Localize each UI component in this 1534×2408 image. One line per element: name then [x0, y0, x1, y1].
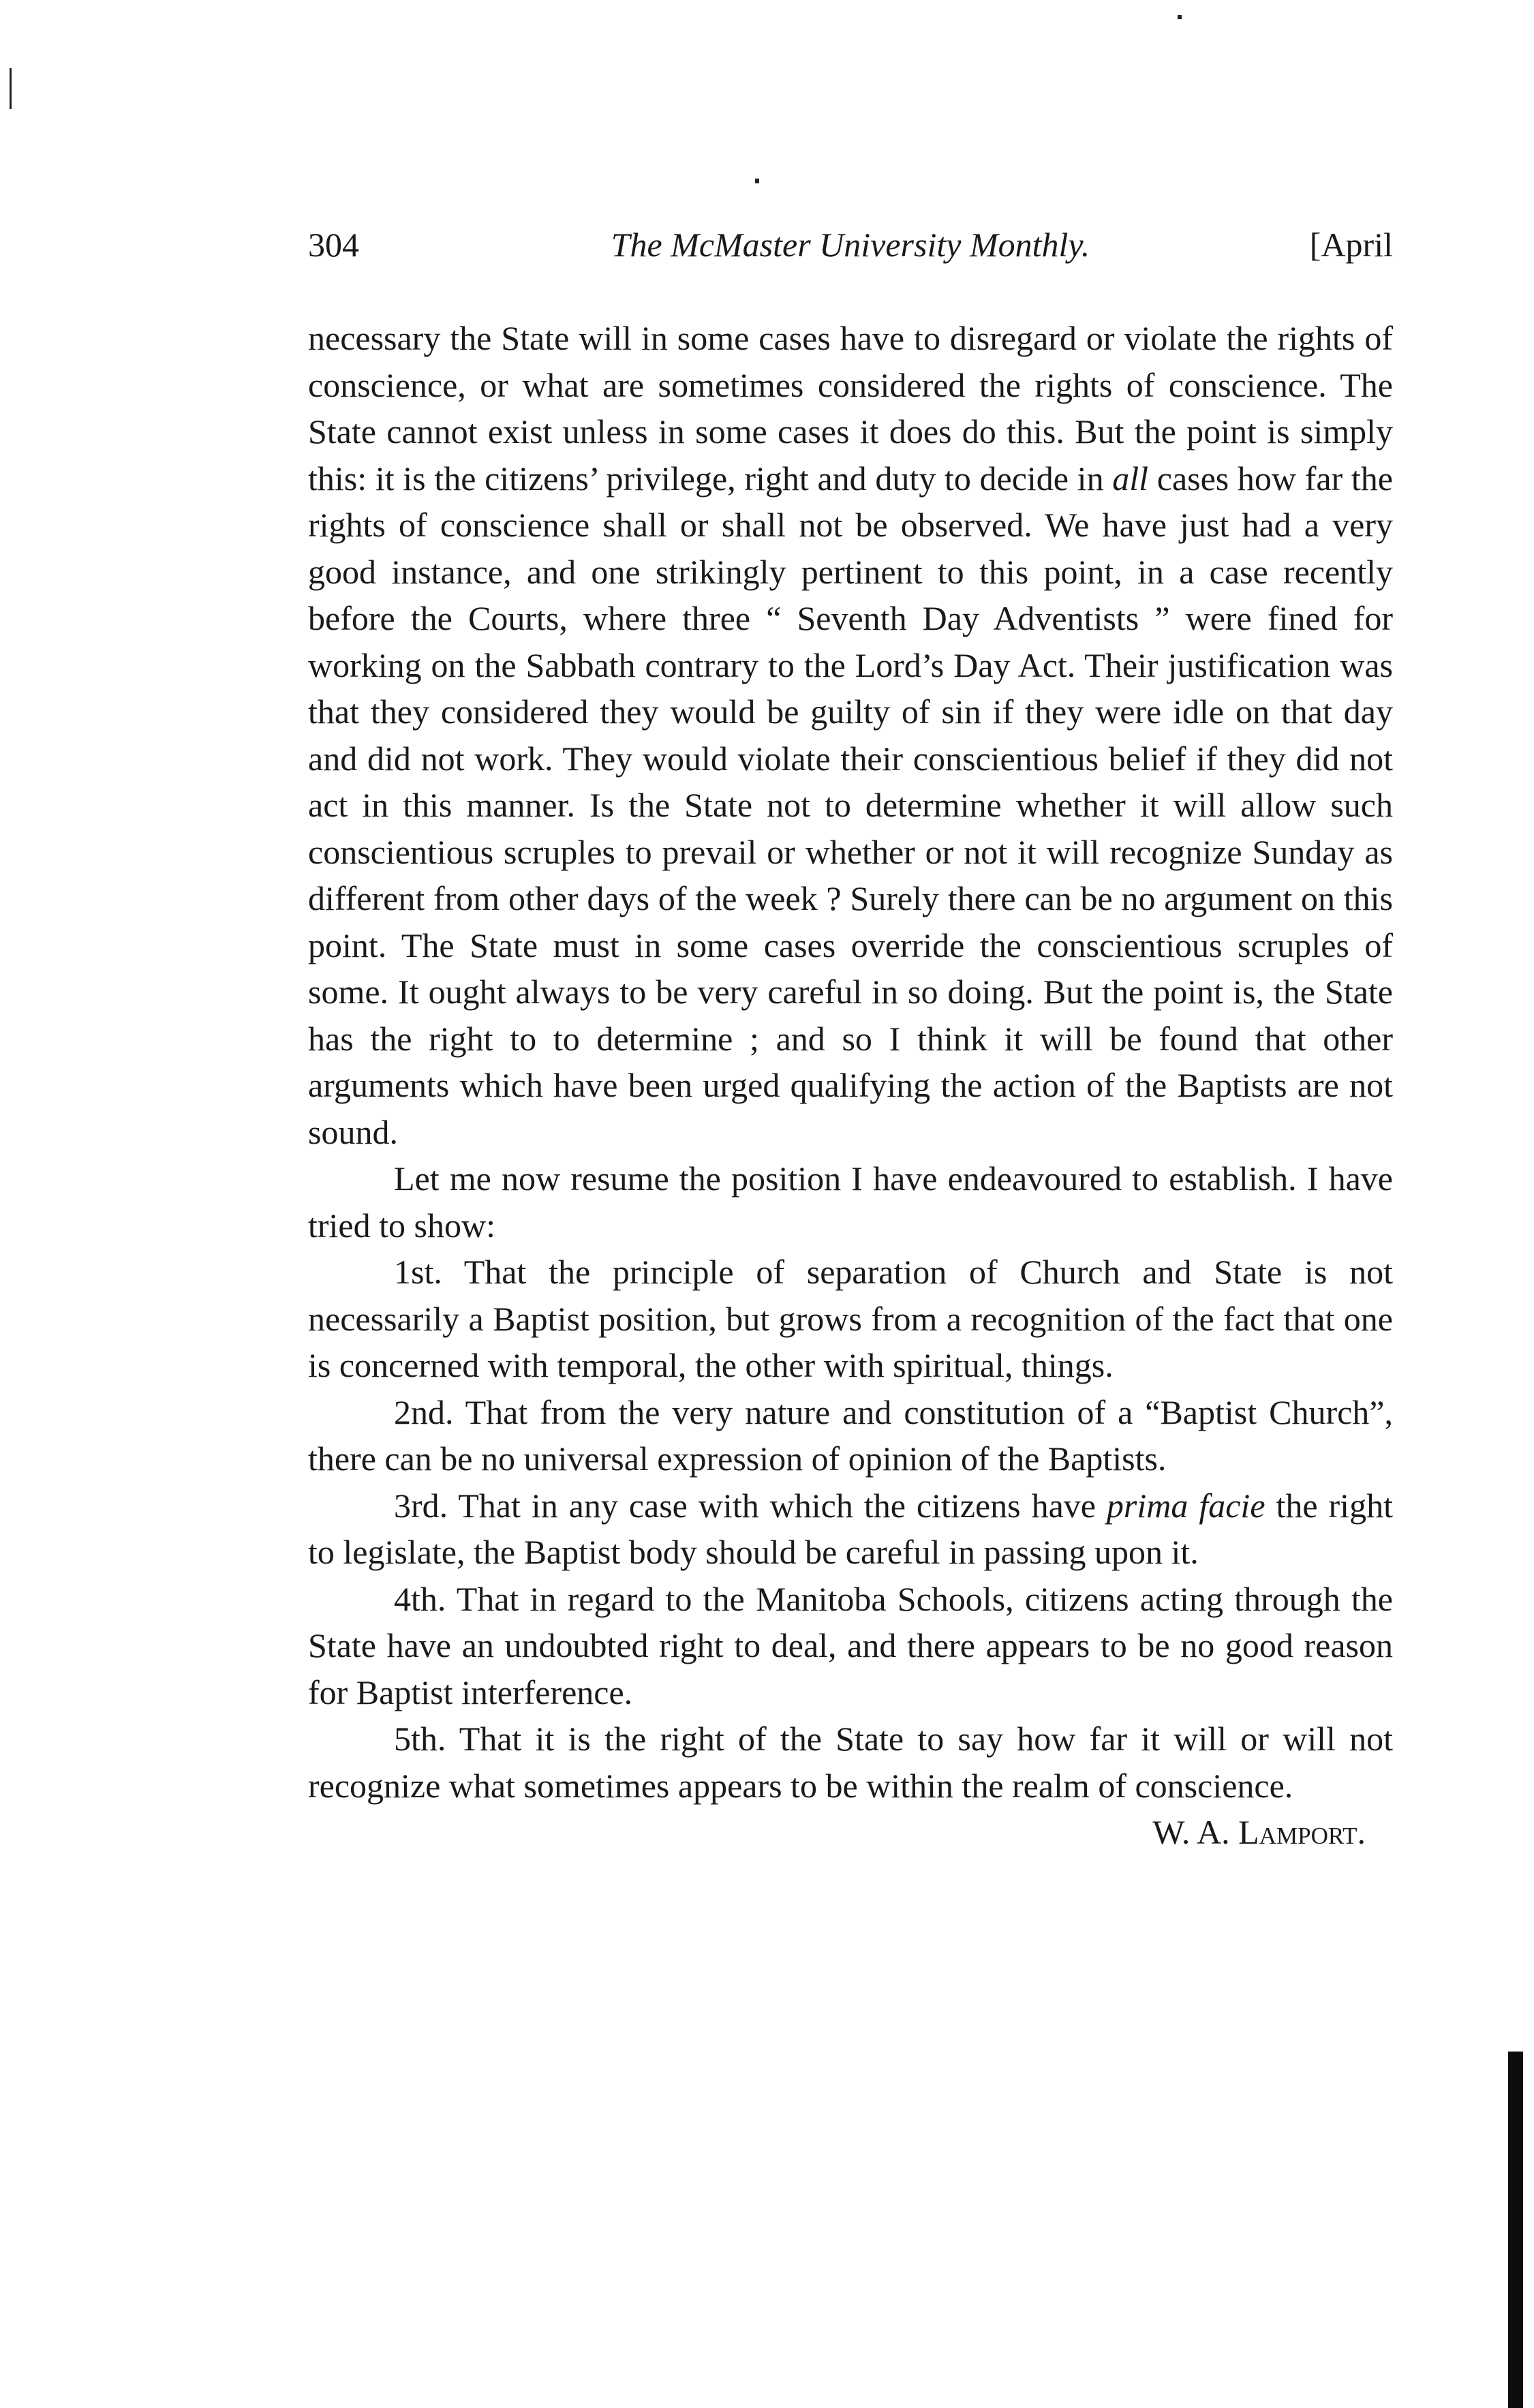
article-body	[308, 315, 1393, 1856]
emphasis-prima-facie: prima facie	[1106, 1486, 1265, 1525]
list-item-first: 1st. That the principle of separation of Church and State is not necessarily a Baptist position, but grows from a recognition of the fact that one is concerned with temporal, the other with spiritual, things.	[308, 1253, 1393, 1384]
page-header	[308, 225, 1393, 279]
scan-edge-shadow	[1508, 2052, 1523, 2408]
list-item-fifth: 5th. That it is the right of the State to say how far it will or will not recognize what sometimes appears to be within the realm of conscience. W. A. Lamport.	[308, 1716, 1393, 1809]
list-item-second: 2nd. That from the very nature and constitution of a “Baptist Church”, there can be no universal expression of opinion of the Baptists.	[308, 1392, 1393, 1478]
list-item-third: 3rd. That in any case with which the citizens have prima facie the right to legislate, the Baptist body should be careful in passing upon it.	[308, 1486, 1393, 1571]
page-number: 304	[308, 226, 359, 264]
author-signature: W. A. Lamport.	[1152, 1813, 1366, 1851]
paragraph-continuation: necessary the State will in some cases have to disregard or violate the rights of conscience, or what are sometimes considered the rights of conscience. The State cannot exist unless in some cases it does do this. But the point is simply this: it is the citizens’ privilege, right and duty to decide in all cases how far the rights of conscience shall or shall not be observed. We have just had a very good instance, and one strikingly pertinent to this point, in a case recently before the Courts, where three “ Seventh Day Adventists ” were fined for working on the Sabbath contrary to the Lord’s Day Act. Their justification was that they considered they would be guilty of sin if they were idle on that day and did not work. They would violate their conscientious belief if they did not act in this manner. Is the State not to determine whether it will allow such conscientious scruples to prevail or whether or not it will recognize Sunday as different from other days of the week ? Surely there can be no argument on this point. The State must in some cases override the conscientious scruples of some. It ought always to be very careful in so doing. But the point is, the State has the right to to determine ; and so I think it will be found that other arguments which have been urged qualifying the action of the Baptists are not sound.	[308, 319, 1393, 1151]
running-title: The McMaster University Monthly.	[611, 226, 1090, 264]
issue-month: [April	[1309, 226, 1393, 264]
scan-speck	[755, 179, 759, 183]
emphasis-all: all	[1112, 459, 1149, 498]
scan-speck	[10, 68, 12, 109]
list-item-fourth: 4th. That in regard to the Manitoba Schools, citizens acting through the State have an undoubted right to deal, and there appears to be no good reason for Baptist interference.	[308, 1579, 1393, 1711]
scan-speck	[1178, 15, 1182, 19]
paragraph-summary-intro: Let me now resume the position I have endeavoured to establish. I have tried to show:	[308, 1159, 1393, 1245]
